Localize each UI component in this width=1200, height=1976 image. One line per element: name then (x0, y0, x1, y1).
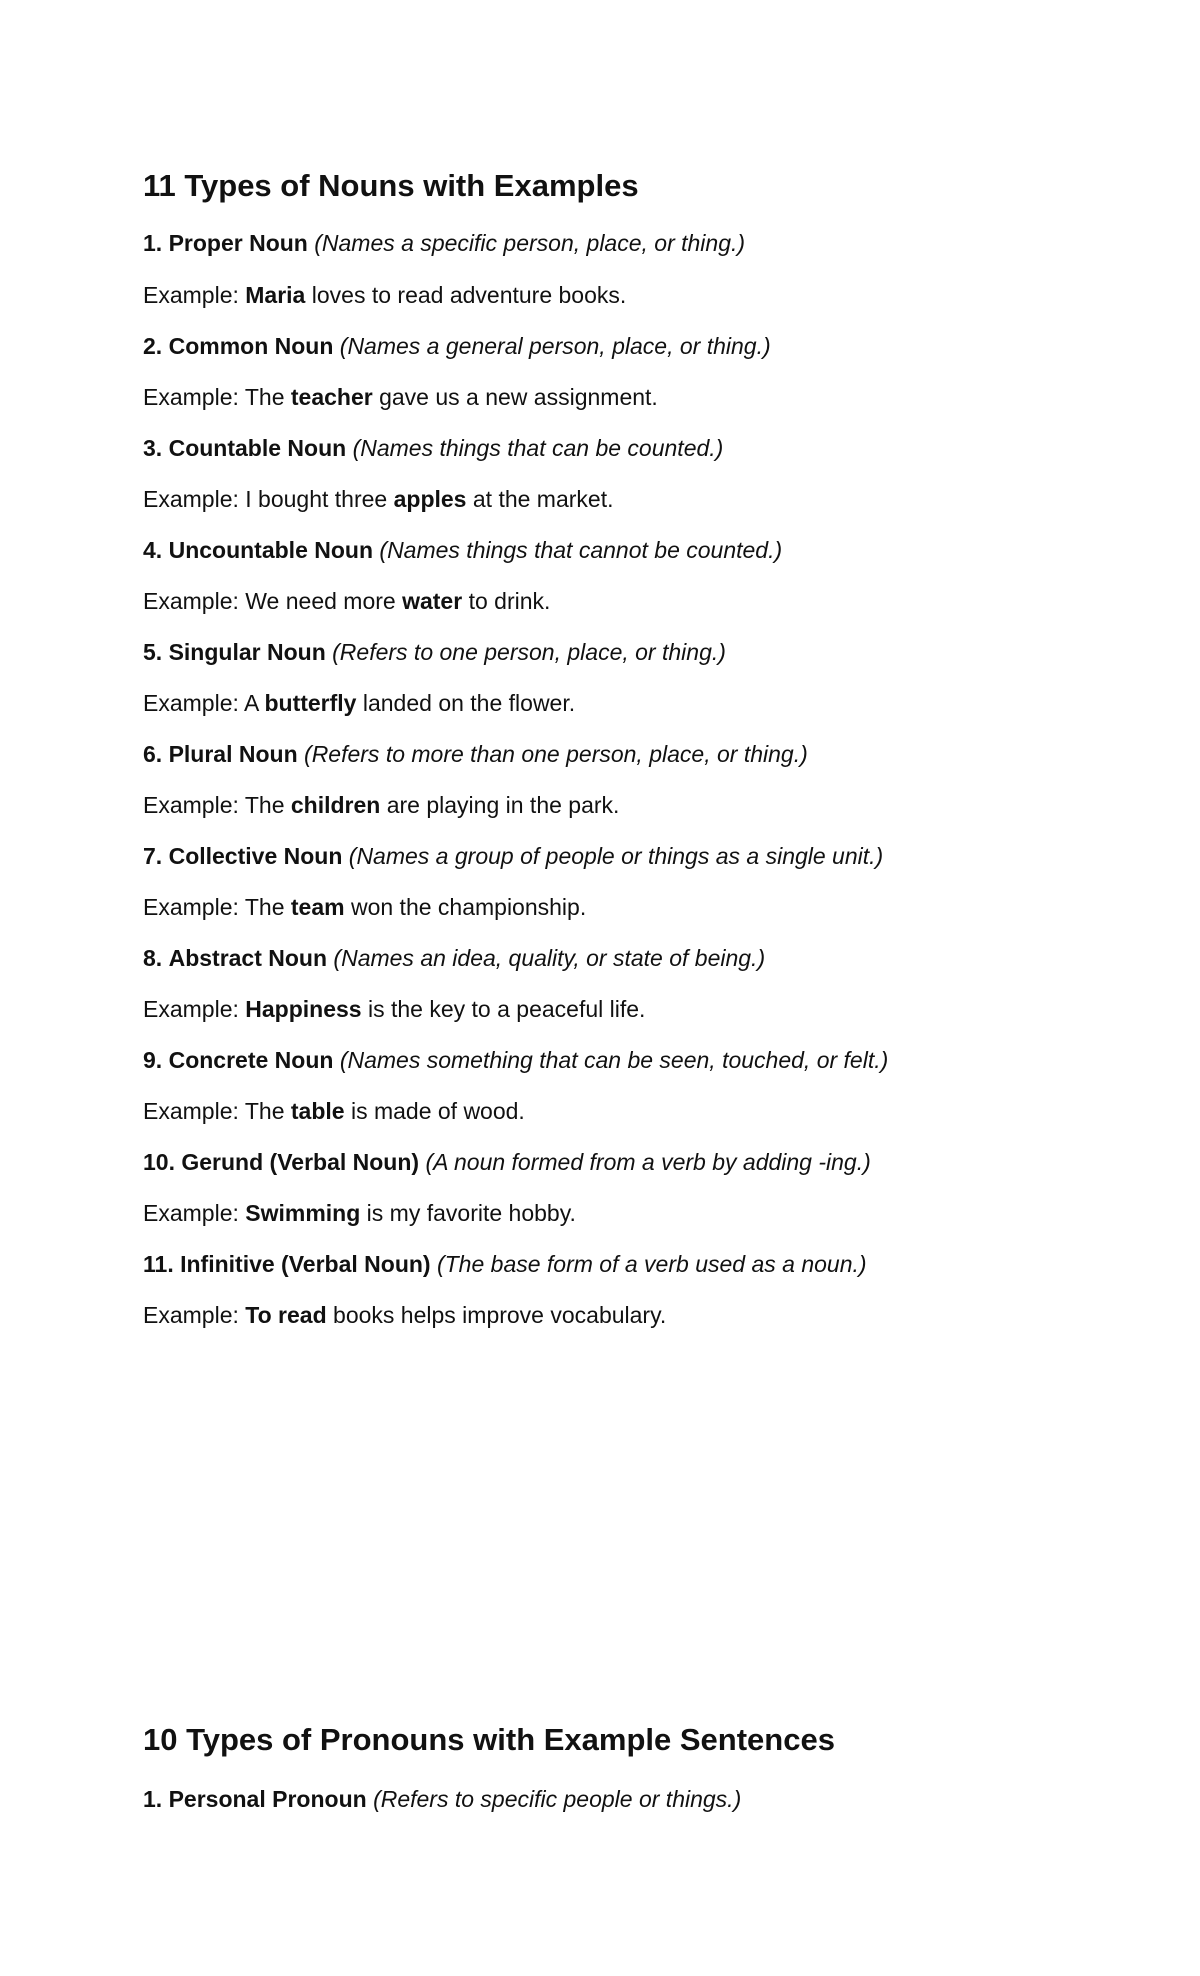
noun-type-6 (143, 741, 808, 768)
noun-type-description: (A noun formed from a verb by adding -ing.) (425, 1149, 871, 1175)
example-post: landed on the flower. (356, 690, 576, 716)
example-post: won the championship. (344, 894, 587, 920)
noun-example-2 (143, 384, 658, 411)
noun-type-2 (143, 333, 771, 360)
example-label: Example: (143, 588, 239, 614)
example-post: to drink. (462, 588, 551, 614)
pronouns-title: 10 Types of Pronouns with Example Sentences (143, 1722, 835, 1757)
noun-type-description: (Names an idea, quality, or state of being.) (333, 945, 766, 971)
example-pre: The (238, 894, 291, 920)
noun-type-name: Common Noun (168, 333, 334, 359)
noun-type-description: (Names things that cannot be counted.) (379, 537, 783, 563)
example-pre: The (238, 792, 291, 818)
noun-type-5 (143, 639, 726, 666)
noun-type-7 (143, 843, 883, 870)
noun-type-name: Singular Noun (168, 639, 326, 665)
noun-example-5 (143, 690, 575, 717)
noun-number: 4. (143, 537, 163, 563)
noun-type-name: Proper Noun (168, 230, 308, 256)
noun-number: 6. (143, 741, 163, 767)
noun-example-7 (143, 894, 586, 921)
noun-type-1 (143, 230, 745, 257)
noun-number: 9. (143, 1047, 163, 1073)
noun-number: 5. (143, 639, 163, 665)
example-pre: We need more (238, 588, 403, 614)
example-label: Example: (143, 690, 239, 716)
example-pre: The (238, 384, 291, 410)
noun-type-9 (143, 1047, 888, 1074)
noun-number: 11. (143, 1251, 174, 1277)
noun-type-description: (Names a group of people or things as a single unit.) (348, 843, 884, 869)
example-pre: The (238, 1098, 291, 1124)
noun-type-10 (143, 1149, 871, 1176)
noun-type-name: Gerund (Verbal Noun) (181, 1149, 420, 1175)
example-label: Example: (143, 792, 239, 818)
example-keyword: children (290, 792, 381, 818)
noun-number: 8. (143, 945, 163, 971)
noun-type-description: (Names a specific person, place, or thing.) (314, 230, 746, 256)
noun-example-10 (143, 1200, 576, 1227)
noun-example-8 (143, 996, 645, 1023)
example-pre: I bought three (238, 486, 394, 512)
noun-type-description: (Names things that can be counted.) (352, 435, 724, 461)
noun-type-name: Abstract Noun (168, 945, 328, 971)
noun-example-11 (143, 1302, 666, 1329)
example-post: gave us a new assignment. (372, 384, 658, 410)
noun-type-name: Collective Noun (168, 843, 343, 869)
noun-type-description: (Refers to more than one person, place, or thing.) (304, 741, 808, 767)
noun-type-8 (143, 945, 765, 972)
noun-type-description: (Names a general person, place, or thing.) (339, 333, 771, 359)
example-keyword: butterfly (264, 690, 357, 716)
example-label: Example: (143, 384, 239, 410)
noun-example-3 (143, 486, 614, 513)
example-keyword: Happiness (245, 996, 362, 1022)
noun-example-1 (143, 282, 626, 309)
noun-number: 7. (143, 843, 163, 869)
noun-type-4 (143, 537, 782, 564)
example-keyword: Swimming (245, 1200, 361, 1226)
pronoun-type-description: (Refers to specific people or things.) (373, 1786, 742, 1812)
noun-number: 10. (143, 1149, 175, 1175)
noun-type-name: Uncountable Noun (168, 537, 374, 563)
example-label: Example: (143, 996, 239, 1022)
example-post: books helps improve vocabulary. (326, 1302, 667, 1328)
example-post: at the market. (466, 486, 614, 512)
example-pre: A (238, 690, 265, 716)
example-label: Example: (143, 1302, 239, 1328)
noun-type-name: Countable Noun (168, 435, 347, 461)
noun-example-6 (143, 792, 619, 819)
example-keyword: Maria (245, 282, 306, 308)
example-label: Example: (143, 282, 239, 308)
noun-type-name: Concrete Noun (168, 1047, 334, 1073)
example-label: Example: (143, 894, 239, 920)
noun-type-3 (143, 435, 723, 462)
noun-type-11 (143, 1251, 867, 1278)
noun-type-description: (The base form of a verb used as a noun.) (436, 1251, 867, 1277)
noun-example-9 (143, 1098, 525, 1125)
example-label: Example: (143, 1200, 239, 1226)
nouns-title: 11 Types of Nouns with Examples (143, 168, 639, 203)
noun-number: 2. (143, 333, 163, 359)
noun-type-name: Plural Noun (168, 741, 298, 767)
noun-number: 3. (143, 435, 163, 461)
example-keyword: table (290, 1098, 345, 1124)
example-post: loves to read adventure books. (305, 282, 627, 308)
noun-number: 1. (143, 230, 163, 256)
example-keyword: apples (393, 486, 467, 512)
example-label: Example: (143, 486, 239, 512)
pronoun-number: 1. (143, 1786, 163, 1812)
example-keyword: water (402, 588, 463, 614)
example-keyword: teacher (290, 384, 373, 410)
example-keyword: To read (245, 1302, 327, 1328)
example-post: is my favorite hobby. (360, 1200, 576, 1226)
example-post: are playing in the park. (380, 792, 620, 818)
noun-type-name: Infinitive (Verbal Noun) (180, 1251, 431, 1277)
pronoun-type-1 (143, 1786, 741, 1813)
noun-type-description: (Refers to one person, place, or thing.) (332, 639, 726, 665)
noun-type-description: (Names something that can be seen, touched, or felt.) (339, 1047, 889, 1073)
example-post: is made of wood. (344, 1098, 525, 1124)
example-keyword: team (290, 894, 345, 920)
pronoun-type-name: Personal Pronoun (168, 1786, 367, 1812)
example-post: is the key to a peaceful life. (361, 996, 646, 1022)
noun-example-4 (143, 588, 550, 615)
example-label: Example: (143, 1098, 239, 1124)
